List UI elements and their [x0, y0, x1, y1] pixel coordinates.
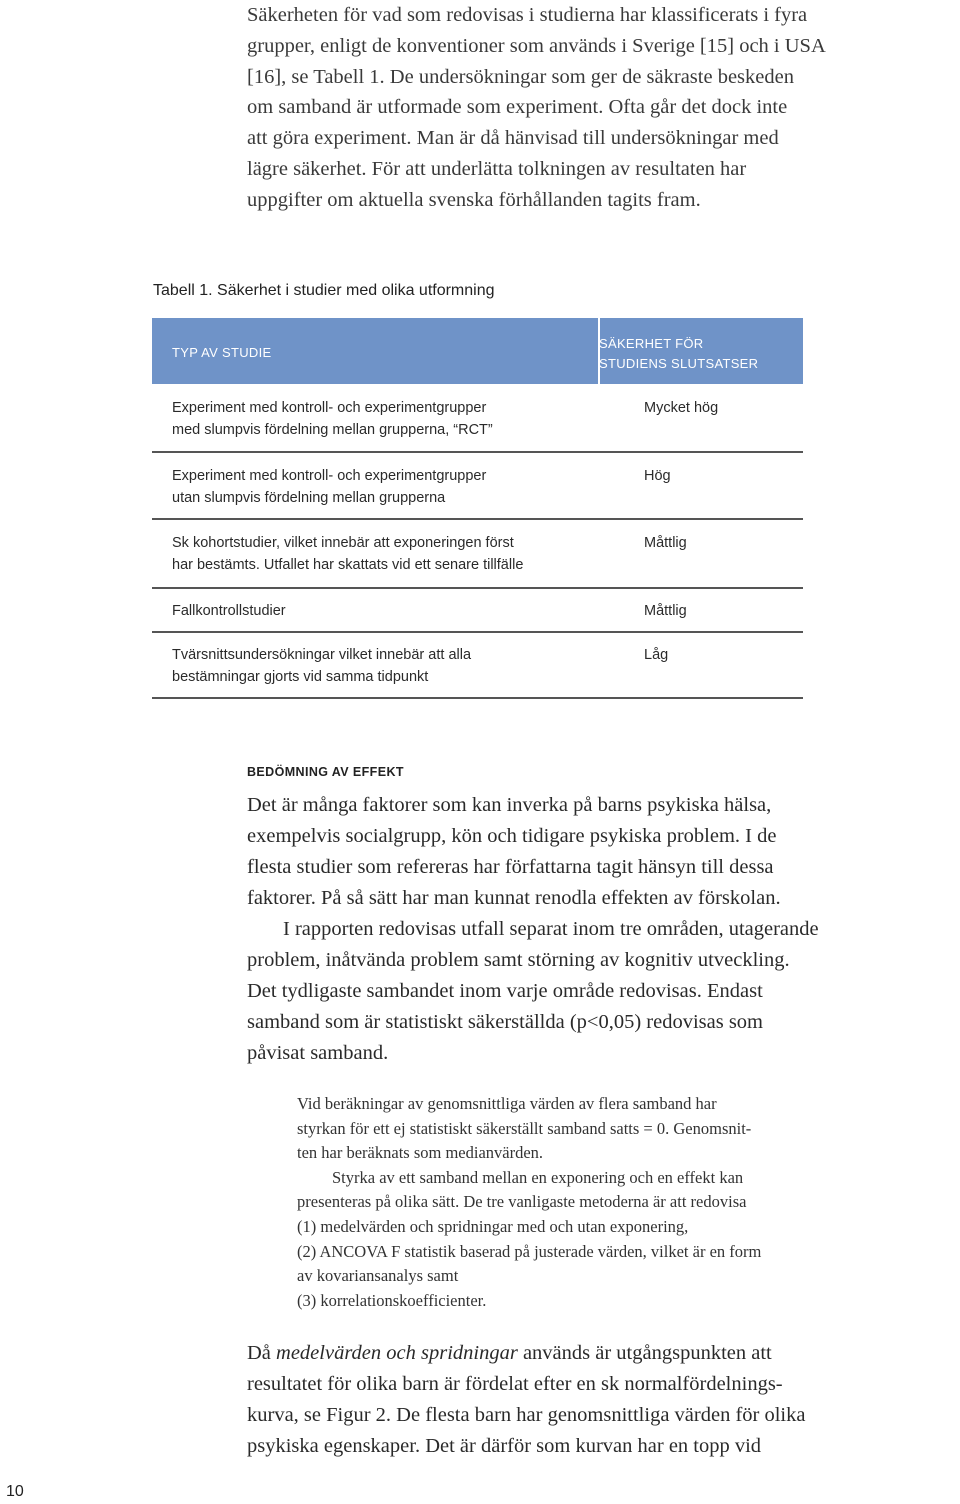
- note-line: styrkan för ett ej statistiskt säkerställt samband satts = 0. Genomsnit-: [297, 1118, 752, 1138]
- intro-line: att göra experiment. Man är då hänvisad till undersökningar med: [247, 127, 779, 150]
- study-type-cell: [172, 600, 582, 622]
- method-note: [297, 1092, 917, 1313]
- body-paragraph: [247, 790, 959, 914]
- note-line: ten har beräknats som medianvärden.: [297, 1143, 544, 1163]
- note-line: (3) korrelationskoefficienter.: [297, 1290, 487, 1310]
- intro-line: Säkerheten för vad som redovisas i studierna har klassificerats i fyra: [247, 4, 808, 26]
- header-safety: [599, 334, 789, 374]
- note-line: Styrka av ett samband mellan en exponering och en effekt kan: [332, 1167, 744, 1187]
- body-line: Det tydligaste sambandet inom varje område redovisas. Endast: [247, 980, 763, 1002]
- header-safety-line: SÄKERHET FÖR: [599, 336, 704, 351]
- section-heading: BEDÖMNING AV EFFEKT: [247, 765, 404, 779]
- closing-line: psykiska egenskaper. Det är därför som kurvan har en topp vid: [247, 1435, 762, 1457]
- study-type-line: Experiment med kontroll- och experimentgrupper: [172, 468, 487, 484]
- intro-line: grupper, enligt de konventioner som används i Sverige [15] och i USA: [247, 34, 826, 57]
- intro-line: [16], se Tabell 1. De undersökningar som ger de säkraste beskeden: [247, 65, 794, 88]
- body-paragraph: [247, 914, 959, 1069]
- study-type-line: Tvärsnittsundersökningar vilket innebär att alla: [172, 647, 472, 663]
- study-type-cell: [172, 465, 582, 509]
- study-type-cell: [172, 532, 582, 576]
- study-type-cell: [172, 644, 582, 688]
- safety-level-cell: Låg: [644, 647, 669, 663]
- safety-level-cell: Måttlig: [644, 603, 687, 619]
- body-line: faktorer. På så sätt har man kunnat renodla effekten av förskolan.: [247, 887, 781, 909]
- safety-level-cell: Måttlig: [644, 535, 687, 551]
- body-line: exempelvis socialgrupp, kön och tidigare psykiska problem. I de: [247, 825, 777, 847]
- table-row: [152, 384, 803, 453]
- intro-line: om samband är utformade som experiment. Ofta går det dock inte: [247, 96, 788, 119]
- study-type-line: med slumpvis fördelning mellan grupperna, “RCT”: [172, 422, 493, 438]
- table-row: [152, 453, 803, 520]
- body-line: samband som är statistiskt säkerställda (p<0,05) redovisas som: [247, 1011, 764, 1033]
- closing-line: kurva, se Figur 2. De flesta barn har genomsnittliga värden för olika: [247, 1404, 806, 1426]
- header-study-type: TYP AV STUDIE: [172, 345, 272, 360]
- body-line: Det är många faktorer som kan inverka på barns psykiska hälsa,: [247, 794, 772, 816]
- study-type-line: bestämningar gjorts vid samma tidpunkt: [172, 669, 429, 685]
- body-line: flesta studier som refereras har författarna tagit hänsyn till dessa: [247, 856, 774, 878]
- closing-paragraph: [247, 1338, 959, 1462]
- note-paragraph: [297, 1092, 917, 1166]
- intro-line: lägre säkerhet. För att underlätta tolkningen av resultaten har: [247, 157, 747, 180]
- note-line: av kovariansanalys samt: [297, 1266, 459, 1286]
- note-paragraph: [297, 1166, 917, 1314]
- study-type-line: Fallkontrollstudier: [172, 603, 286, 619]
- safety-level-cell: Hög: [644, 468, 671, 484]
- body-line: problem, inåtvända problem samt störning av kognitiv utveckling.: [247, 949, 790, 971]
- study-type-line: Experiment med kontroll- och experimentgrupper: [172, 400, 487, 416]
- intro-line: uppgifter om aktuella svenska förhållanden tagits fram.: [247, 188, 701, 211]
- table-caption: Tabell 1. Säkerhet i studier med olika utformning: [153, 282, 495, 299]
- note-line: Vid beräkningar av genomsnittliga värden av flera samband har: [297, 1094, 717, 1113]
- safety-level-cell: Mycket hög: [644, 400, 719, 416]
- study-safety-table: [152, 318, 803, 699]
- note-line: (2) ANCOVA F statistik baserad på justerade värden, vilket är en form: [297, 1241, 762, 1261]
- body-line: I rapporten redovisas utfall separat inom tre områden, utagerande: [283, 918, 819, 940]
- note-line: (1) medelvärden och spridningar med och utan exponering,: [297, 1216, 689, 1236]
- closing-line: resultatet för olika barn är fördelat efter en sk normalfördelnings-: [247, 1373, 783, 1395]
- study-type-line: Sk kohortstudier, vilket innebär att exponeringen först: [172, 535, 514, 551]
- header-safety-line: STUDIENS SLUTSATSER: [599, 356, 759, 371]
- study-type-line: har bestämts. Utfallet har skattats vid ett senare tillfälle: [172, 557, 524, 573]
- table-header: [152, 318, 803, 384]
- study-type-line: utan slumpvis fördelning mellan grupperna: [172, 490, 446, 506]
- table-row: [152, 520, 803, 589]
- closing-line: [247, 1338, 959, 1369]
- effect-assessment-body: [247, 790, 959, 1069]
- closing-prefix: Då: [247, 1342, 277, 1364]
- study-type-cell: [172, 397, 582, 441]
- closing-text: [247, 1338, 959, 1462]
- closing-suffix: används är utgångspunkten att: [517, 1342, 772, 1364]
- table-row: [152, 589, 803, 633]
- closing-emphasis: medelvärden och spridningar: [276, 1342, 518, 1364]
- intro-paragraph: [247, 0, 959, 216]
- body-line: påvisat samband.: [247, 1042, 389, 1064]
- page-number: 10: [6, 1483, 24, 1500]
- table-row: [152, 633, 803, 699]
- note-line: presenteras på olika sätt. De tre vanligaste metoderna är att redovisa: [297, 1192, 747, 1212]
